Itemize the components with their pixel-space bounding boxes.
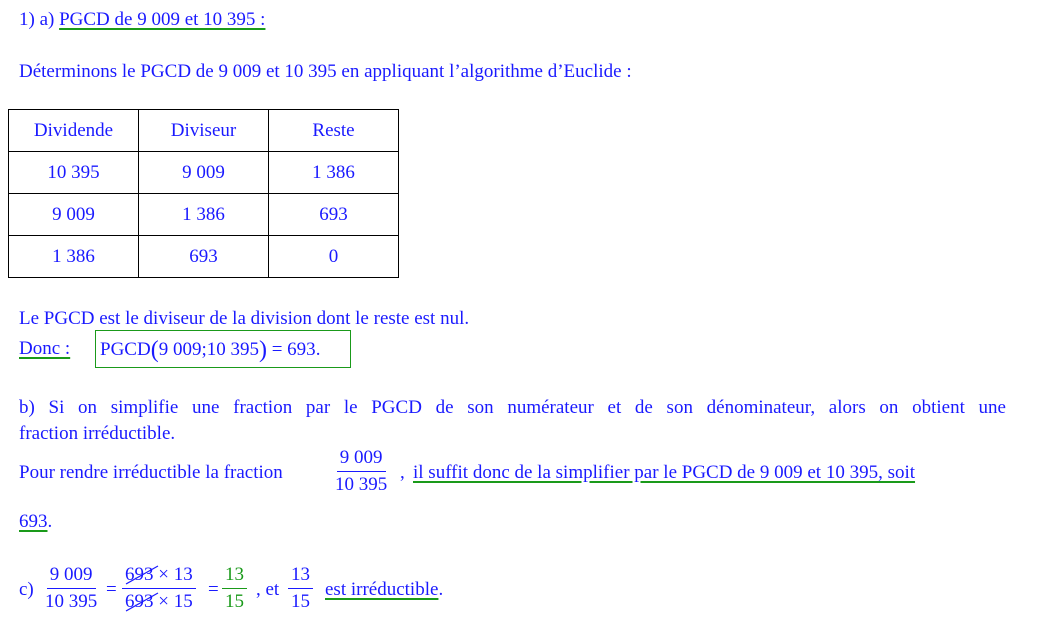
section-heading (19, 9, 265, 31)
fraction-numerator (122, 564, 196, 589)
fraction-denominator (122, 589, 196, 613)
fraction-simplification (122, 564, 196, 613)
part-c-dot: . (438, 579, 444, 600)
cancelled-693 (125, 591, 154, 613)
part-c-tail (325, 579, 443, 601)
table-cell: 9 009 (139, 152, 269, 194)
pgcd-paren-close: ) (258, 337, 267, 363)
strike-mark-icon (123, 591, 161, 613)
fraction-numerator: 9 009 (47, 564, 96, 589)
pgcd-result (100, 337, 320, 364)
col-header-diviseur: Diviseur (139, 110, 269, 152)
section-title: PGCD de 9 009 et 10 395 : (59, 9, 266, 30)
table-cell: 9 009 (9, 194, 139, 236)
table-row (9, 236, 399, 278)
table-cell: 1 386 (9, 236, 139, 278)
part-b-693: 693 (19, 511, 48, 532)
equals-sign: = (106, 579, 117, 600)
table-cell: 0 (269, 236, 399, 278)
fraction-numerator: 13 (222, 564, 247, 589)
part-b-line4 (19, 511, 52, 533)
conclusion-text: Le PGCD est le diviseur de la division dont le reste est nul. (19, 308, 470, 329)
table-cell: 693 (269, 194, 399, 236)
part-b-line3-underlined: il suffit donc de la simplifier par le PGCD de 9 009 et 10 395, soit (413, 462, 916, 483)
table-cell: 693 (139, 236, 269, 278)
factor-13: × 13 (153, 564, 193, 585)
part-b-line2: fraction irréductible. (19, 423, 176, 444)
part-c-label: c) (19, 579, 34, 600)
table-row (9, 194, 399, 236)
equals-sign: = (208, 579, 219, 600)
table-cell: 1 386 (139, 194, 269, 236)
cancelled-value: 693 (125, 564, 154, 585)
part-b-line3-prefix: Pour rendre irréductible la fraction (19, 462, 283, 483)
col-header-dividende: Dividende (9, 110, 139, 152)
fraction-numerator: 13 (288, 564, 313, 589)
part-b-line1: b) Si on simplifie une fraction par le PGCD de son numérateur et de son dénominateur, alors on obtient une (19, 397, 1006, 418)
pgcd-args: 9 009;10 395 (158, 339, 259, 360)
table-cell: 10 395 (9, 152, 139, 194)
fraction-denominator: 15 (225, 591, 244, 612)
factor-15: × 15 (153, 591, 193, 612)
fraction-numerator: 9 009 (337, 447, 386, 472)
table-cell: 1 386 (269, 152, 399, 194)
pgcd-equals: = 693 (266, 339, 316, 360)
table-row (9, 152, 399, 194)
euclid-table (8, 109, 399, 278)
fraction-13-15 (288, 564, 313, 613)
fraction-9009-10395-c (42, 564, 100, 613)
part-b-dot: . (47, 511, 53, 532)
part-b-comma: , (400, 462, 405, 483)
fraction-denominator: 10 395 (45, 591, 98, 612)
fraction-denominator: 15 (291, 591, 310, 612)
col-header-reste: Reste (269, 110, 399, 152)
pgcd-dot: . (315, 339, 321, 360)
pgcd-paren-open: ( (150, 337, 159, 363)
fraction-9009-10395 (332, 447, 390, 496)
pgcd-prefix: PGCD (100, 339, 151, 360)
donc-label: Donc : (19, 338, 71, 359)
part-c-et: , et (256, 579, 280, 600)
intro-text: Déterminons le PGCD de 9 009 et 10 395 en appliquant l’algorithme d’Euclide : (19, 61, 632, 82)
section-number: 1) a) (19, 9, 60, 30)
strike-mark-icon (123, 564, 161, 586)
cancelled-value: 693 (125, 591, 154, 612)
fraction-denominator: 10 395 (335, 474, 388, 495)
cancelled-693 (125, 564, 154, 586)
irreductible-text: est irréductible (325, 579, 439, 600)
fraction-13-15-result (222, 564, 247, 613)
table-header-row (9, 110, 399, 152)
